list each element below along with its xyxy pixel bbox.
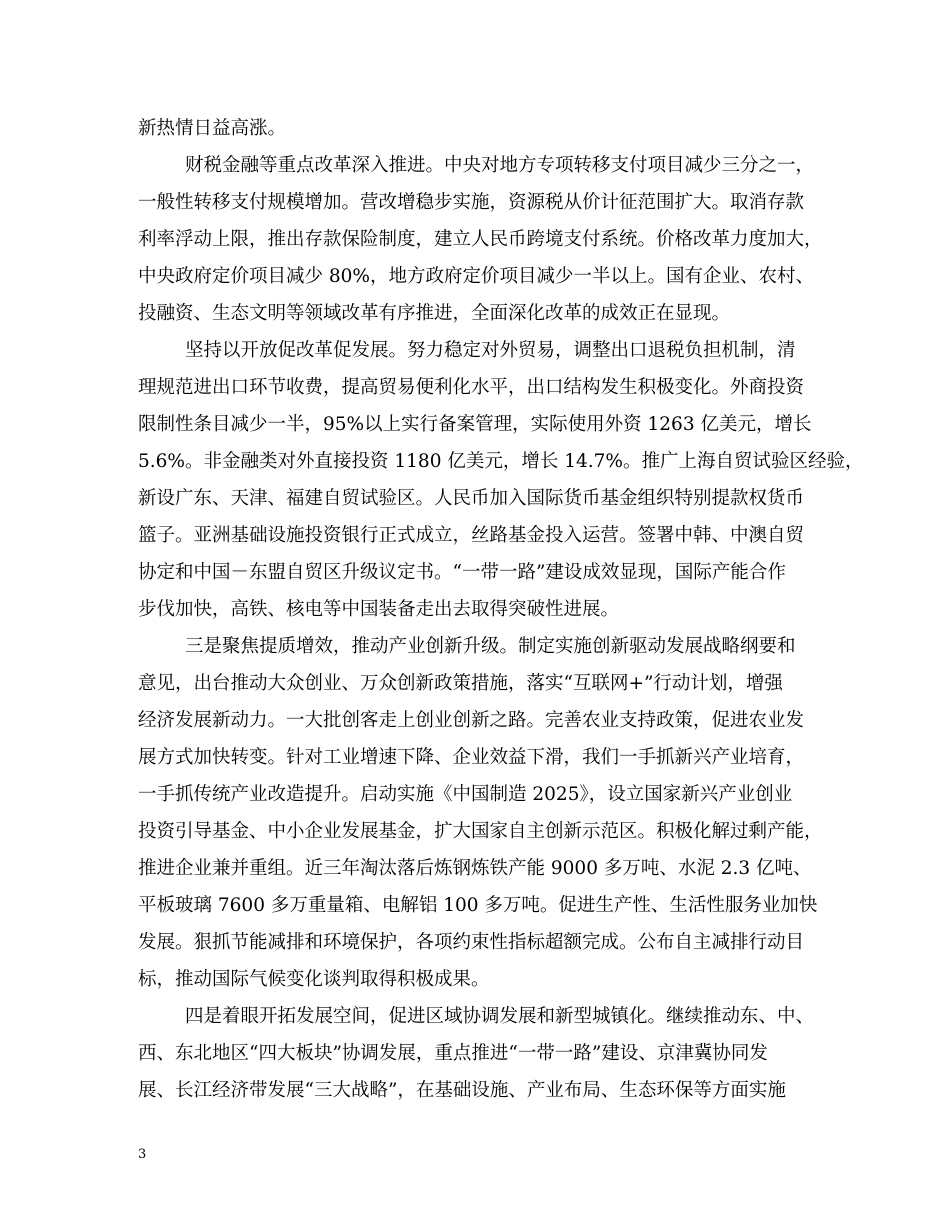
paragraph-first-line: 四是着眼开拓发展空间，促进区域协调发展和新型城镇化。继续推动东、中、 (185, 1006, 815, 1027)
text-line: 标，推动国际气候变化谈判取得积极成果。 (138, 969, 490, 990)
text-line: 限制性条目减少一半，95%以上实行备案管理，实际使用外资 1263 亿美元，增长 (138, 414, 812, 435)
text-line: 平板玻璃 7600 多万重量箱、电解铝 100 多万吨。促进生产性、生活性服务业加快 (138, 895, 818, 916)
text-line: 理规范进出口环节收费，提高贸易便利化水平，出口结构发生积极变化。外商投资 (138, 377, 805, 398)
text-line: 篮子。亚洲基础设施投资银行正式成立，丝路基金投入运营。签署中韩、中澳自贸 (138, 525, 805, 546)
paragraph-first-line: 三是聚焦提质增效，推动产业创新升级。制定实施创新驱动发展战略纲要和 (185, 636, 796, 657)
text-line: 发展。狠抓节能减排和环境保护，各项约束性指标超额完成。公布自主减排行动目 (138, 932, 805, 953)
text-line: 经济发展新动力。一大批创客走上创业创新之路。完善农业支持政策，促进农业发 (138, 710, 805, 731)
text-line: 一手抓传统产业改造提升。启动实施《中国制造 2025》，设立国家新兴产业创业 (138, 784, 793, 805)
text-line: 意见，出台推动大众创业、万众创新政策措施，落实“互联网+”行动计划，增强 (138, 673, 783, 694)
text-line: 投融资、生态文明等领域改革有序推进，全面深化改革的成效正在显现。 (138, 303, 731, 324)
text-line: 步伐加快，高铁、核电等中国装备走出去取得突破性进展。 (138, 599, 620, 620)
text-line: 西、东北地区“四大板块”协调发展，重点推进“一带一路”建设、京津冀协同发 (138, 1043, 768, 1064)
page-number: 3 (138, 1147, 147, 1162)
text-line: 中央政府定价项目减少 80%，地方政府定价项目减少一半以上。国有企业、农村、 (138, 266, 815, 287)
text-line: 一般性转移支付规模增加。营改增稳步实施，资源税从价计征范围扩大。取消存款 (138, 192, 805, 213)
paragraph-first-line: 财税金融等重点改革深入推进。中央对地方专项转移支付项目减少三分之一， (185, 155, 815, 176)
text-line: 展方式加快转变。针对工业增速下降、企业效益下滑，我们一手抓新兴产业培育， (138, 747, 805, 768)
paragraph-first-line: 坚持以开放促改革促发展。努力稳定对外贸易，调整出口退税负担机制，清 (185, 340, 796, 361)
text-line: 投资引导基金、中小企业发展基金，扩大国家自主创新示范区。积极化解过剩产能， (138, 821, 823, 842)
text-line: 协定和中国－东盟自贸区升级议定书。“一带一路”建设成效显现，国际产能合作 (138, 562, 786, 583)
text-line: 展、长江经济带发展“三大战略”，在基础设施、产业布局、生态环保等方面实施 (138, 1080, 786, 1101)
text-line: 新设广东、天津、福建自贸试验区。人民币加入国际货币基金组织特别提款权货币 (138, 488, 805, 509)
text-line: 5.6%。非金融类对外直接投资 1180 亿美元，增长 14.7%。推广上海自贸试验区经验， (138, 451, 864, 472)
text-line: 推进企业兼并重组。近三年淘汰落后炼钢炼铁产能 9000 多万吨、水泥 2.3 亿吨、 (138, 858, 812, 879)
text-line: 新热情日益高涨。 (138, 118, 287, 139)
text-line: 利率浮动上限，推出存款保险制度，建立人民币跨境支付系统。价格改革力度加大， (138, 229, 823, 250)
